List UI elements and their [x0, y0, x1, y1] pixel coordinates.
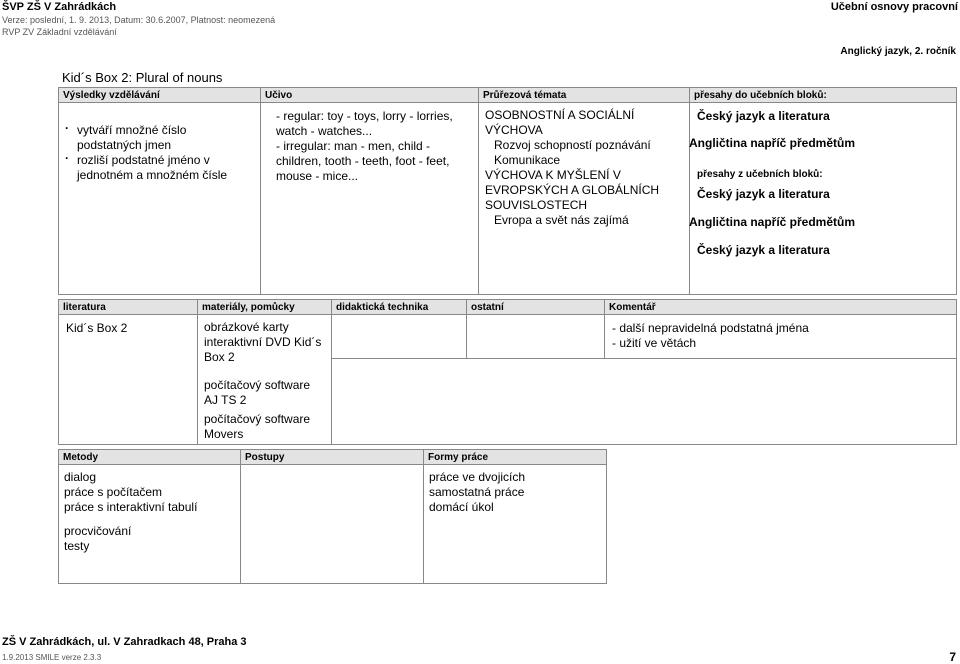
presahy-cell [689, 102, 957, 295]
material-item: počítačový software Movers [204, 412, 311, 441]
topic-title: Kid´s Box 2: Plural of nouns [62, 70, 223, 85]
subject-grade: Anglický jazyk, 2. ročník [840, 46, 956, 57]
theme-item: Evropa a svět nás zajímá [494, 213, 629, 227]
presah-do-link[interactable]: Český jazyk a literatura [697, 109, 830, 123]
footer-version: 1.9.2013 SMILE verze 2.3.3 [2, 653, 102, 662]
presahy-z-label: přesahy z učebních bloků: [697, 169, 823, 180]
header-literatura: literatura [58, 299, 198, 315]
theme-heading: VÝCHOVA K MYŠLENÍ V EVROPSKÝCH A GLOBÁLNÍCH SOUVISLOSTECH [485, 168, 660, 212]
document-type: Učební osnovy pracovní [830, 1, 958, 13]
material-item: obrázkové karty interaktivní DVD Kid´s Box 2 [204, 320, 322, 364]
metody-cell [58, 464, 241, 584]
materialy-cell [197, 314, 332, 445]
presah-z-link[interactable]: Český jazyk a literatura [697, 243, 830, 257]
page-number: 7 [949, 650, 956, 664]
header-didakticka: didaktická technika [331, 299, 467, 315]
theme-item: Rozvoj schopností poznávání [494, 138, 651, 152]
header-themes: Průřezová témata [478, 87, 690, 103]
presah-z-link[interactable]: Český jazyk a literatura [697, 187, 830, 201]
results-cell [58, 102, 261, 295]
presah-do-link[interactable]: Angličtina napříč předmětům [689, 136, 856, 150]
header-materialy: materiály, pomůcky [197, 299, 332, 315]
themes-cell [478, 102, 690, 295]
footer-school: ZŠ V Zahrádkách, ul. V Zahradkach 48, Praha 3 [2, 636, 247, 648]
version-line: Verze: poslední, 1. 9. 2013, Datum: 30.6.2007, Platnost: neomezená [2, 15, 276, 25]
header-komentar: Komentář [604, 299, 957, 315]
header-postupy: Postupy [240, 449, 424, 465]
method-group: dialog práce s počítačem práce s interaktivní tabulí [64, 470, 198, 514]
ucivo-cell: - regular: toy - toys, lorry - lorries, watch - watches... - irregular: man - men, child - children, tooth - teeth, foot - feet, mouse - mice... [260, 102, 479, 295]
method-group: procvičování testy [64, 524, 132, 553]
header-formy: Formy práce [423, 449, 607, 465]
column-divider [466, 314, 467, 359]
presah-z-link[interactable]: Angličtina napříč předmětům [689, 215, 856, 229]
formy-cell: práce ve dvojicích samostatná práce domácí úkol [429, 470, 526, 514]
document-title: ŠVP ZŠ V Zahrádkách [2, 1, 117, 13]
list-item: · vytváří množné číslo podstatných jmen [65, 121, 187, 152]
list-item: · rozliší podstatné jméno v jednotném a množném čísle [65, 151, 228, 182]
komentar-cell: - další nepravidelná podstatná jména - užití ve větách [612, 321, 809, 350]
theme-heading: OSOBNOSTNÍ A SOCIÁLNÍ VÝCHOVA [485, 108, 635, 137]
literatura-cell: Kid´s Box 2 [66, 321, 128, 335]
rvp-line: RVP ZV Základní vzdělávání [2, 27, 117, 37]
header-ucivo: Učivo [260, 87, 479, 103]
header-metody: Metody [58, 449, 241, 465]
header-results: Výsledky vzdělávání [58, 87, 261, 103]
theme-item: Komunikace [494, 153, 561, 167]
material-item: počítačový software AJ TS 2 [204, 378, 311, 407]
header-ostatni: ostatní [466, 299, 605, 315]
header-presahy: přesahy do učebních bloků: [689, 87, 957, 103]
